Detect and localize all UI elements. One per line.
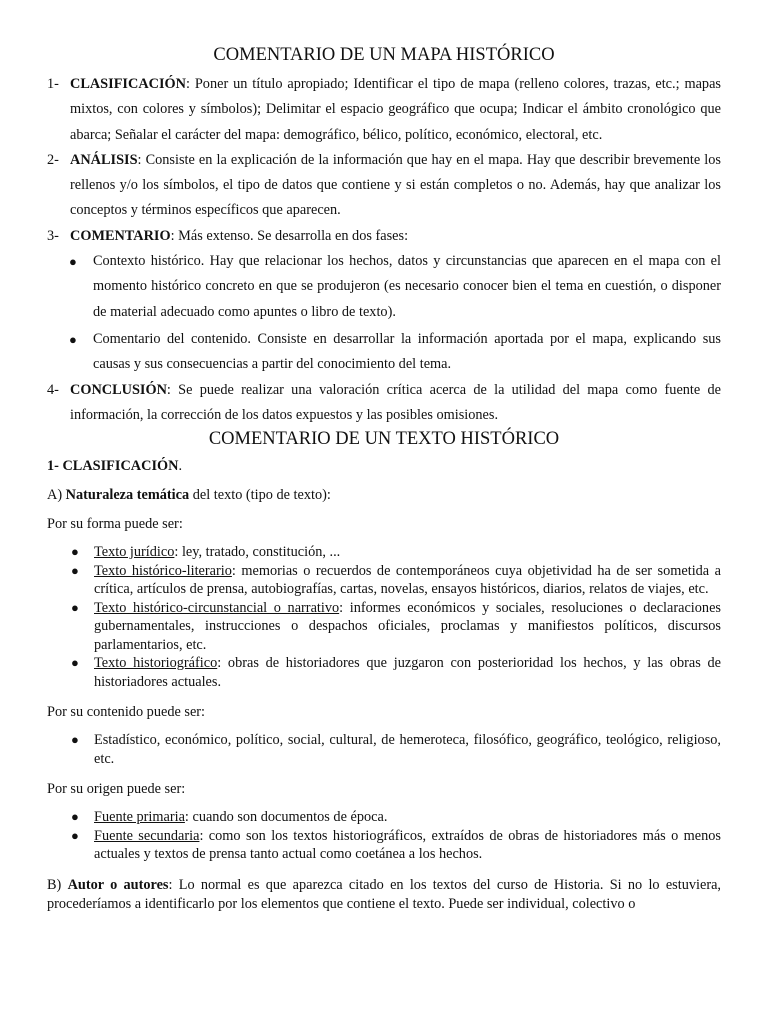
map-section-title: COMENTARIO DE UN MAPA HISTÓRICO bbox=[213, 45, 555, 65]
origen-list bbox=[47, 808, 721, 864]
text-section-title: COMENTARIO DE UN TEXTO HISTÓRICO bbox=[208, 429, 560, 450]
bullet-icon: ● bbox=[69, 254, 77, 270]
map-step-3: 3- COMENTARIO: Más extenso. Se desarrolla en dos fases: bbox=[47, 227, 409, 244]
bullet-icon: ● bbox=[71, 732, 79, 748]
list-item: ● Texto histórico-literario: memorias o recuerdos de contemporáneos cuya objetividad ha de ser sometida a crítica, artículos de prensa, autobiografías, cartas, novelas, ensayos históricos, diarios, relatos de viajes, etc. bbox=[71, 562, 721, 598]
map-steps-list bbox=[47, 72, 721, 428]
map-step-2: 2- ANÁLISIS: Consiste en la explicación de la información que hay en el mapa. Hay que describir brevemente los rellenos y/o los símbolos, el tipo de datos que contiene y si están completos o no. Además, hay que analizar los conceptos y términos específicos que aparecen. bbox=[47, 151, 721, 219]
map-step-1: 1- CLASIFICACIÓN: Poner un título apropiado; Identificar el tipo de mapa (relleno colores, trazas, etc.; mapas mixtos, con colores y símbolos); Delimitar el espacio geográfico que ocupa; Indicar el ámbito cronológico que abarca; Señalar el carácter del mapa: demográfico, bélico, político, económico, electoral, etc. bbox=[47, 76, 721, 143]
comentario-bullet-2: ● Comentario del contenido. Consiste en desarrollar la información aportada por el mapa, explicando sus causas y sus consecuencias a partir del conocimiento del tema. bbox=[47, 327, 721, 378]
origen-intro: Por su origen puede ser: bbox=[47, 781, 186, 798]
list-item: ● Estadístico, económico, político, social, cultural, de hemeroteca, filosófico, geográfico, teológico, religioso, etc. bbox=[71, 732, 721, 767]
bullet-icon: ● bbox=[71, 655, 79, 671]
contenido-list bbox=[47, 731, 721, 768]
list-item: ● Texto historiográfico: obras de historiadores que juzgaron con posterioridad los hechos, y las obras de historiadores actuales. bbox=[71, 655, 721, 690]
bullet-icon: ● bbox=[71, 809, 79, 825]
list-item: ● Fuente primaria: cuando son documentos de época. bbox=[71, 809, 388, 826]
autor-paragraph: B) Autor o autores: Lo normal es que aparezca citado en los textos del curso de Historia. Si no lo estuviera, procederíamos a identificarlo por los elementos que contiene el texto. Puede ser individual, colectivo o bbox=[47, 876, 722, 912]
list-item: ● Texto jurídico: ley, tratado, constitución, ... bbox=[71, 544, 341, 561]
bullet-icon: ● bbox=[71, 827, 79, 843]
comentario-bullet-1: ● Contexto histórico. Hay que relacionar los hechos, datos y circunstancias que aparecen en el mapa con el momento histórico concreto en que se produjeron (es necesario conocer bien el tema en cuestión, o disponer de material adecuado como apuntes o libro de texto). bbox=[47, 249, 721, 325]
naturaleza-heading: A) Naturaleza temática del texto (tipo de texto): bbox=[47, 487, 331, 504]
forma-list bbox=[47, 543, 721, 691]
bullet-icon: ● bbox=[71, 599, 79, 615]
bullet-icon: ● bbox=[69, 331, 77, 347]
forma-intro: Por su forma puede ser: bbox=[47, 516, 183, 533]
list-item: ● Fuente secundaria: como son los textos historiográficos, extraídos de obras de historiadores más o menos actuales y textos de prensa tanto actual como coetánea a los hechos. bbox=[71, 827, 721, 863]
bullet-icon: ● bbox=[71, 562, 79, 578]
contenido-intro: Por su contenido puede ser: bbox=[47, 704, 206, 721]
clasificacion-heading: 1- CLASIFICACIÓN. bbox=[47, 458, 183, 475]
list-item: ● Texto histórico-circunstancial o narrativo: informes económicos y sociales, resoluciones o declaraciones gubernamentales, instrucciones o despachos oficiales, proclamas y manifiestos políticos, discursos parlamentarios, etc. bbox=[71, 599, 721, 653]
map-step-4: 4- CONCLUSIÓN: Se puede realizar una valoración crítica acerca de la utilidad del mapa como fuente de información, la corrección de los datos expuestos y las posibles omisiones. bbox=[47, 381, 721, 423]
bullet-icon: ● bbox=[71, 544, 79, 560]
